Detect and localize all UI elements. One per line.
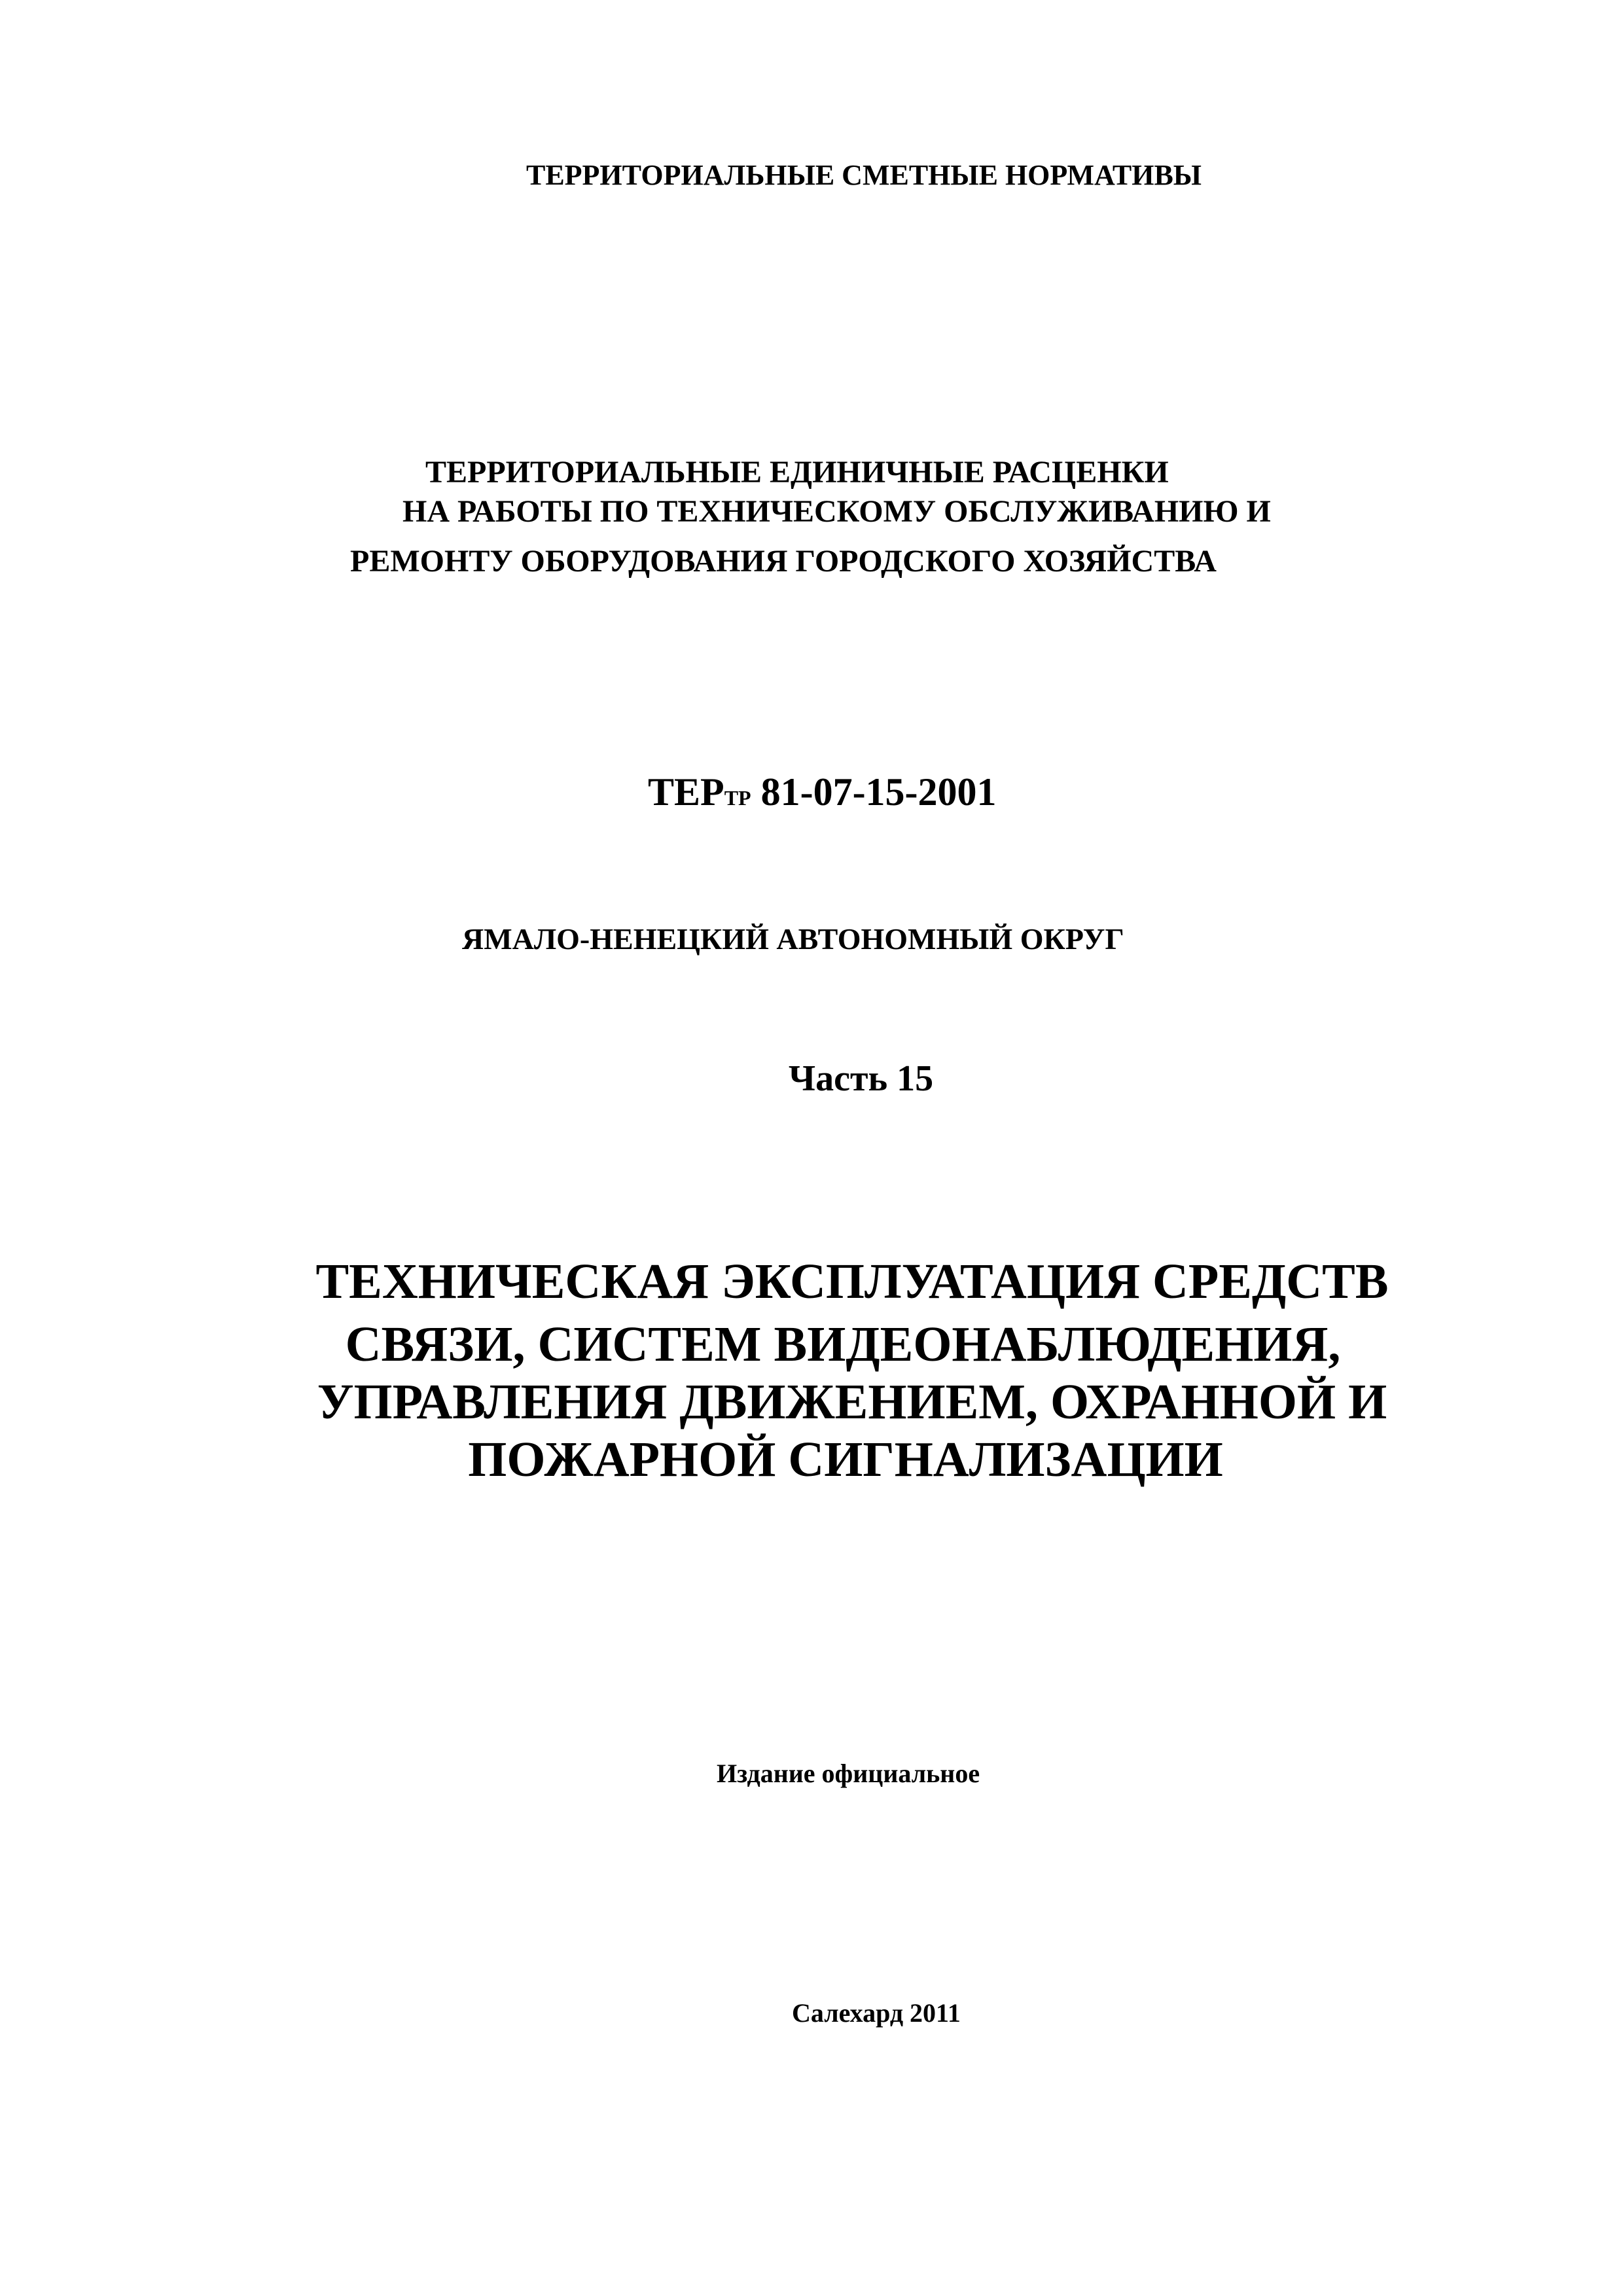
code-subscript: ТР — [724, 786, 751, 810]
code-number: 81-07-15-2001 — [751, 770, 997, 814]
edition-note: Издание официальное — [717, 1759, 980, 1788]
subtitle-line-1: ТЕРРИТОРИАЛЬНЫЕ ЕДИНИЧНЫЕ РАСЦЕНКИ — [425, 455, 1169, 490]
code-prefix: ТЕР — [648, 770, 724, 814]
title-line-4: ПОЖАРНОЙ СИГНАЛИЗАЦИИ — [468, 1432, 1223, 1487]
place-year: Салехард 2011 — [792, 1998, 961, 2028]
title-line-2: СВЯЗИ, СИСТЕМ ВИДЕОНАБЛЮДЕНИЯ, — [345, 1317, 1341, 1372]
title-line-1: ТЕХНИЧЕСКАЯ ЭКСПЛУАТАЦИЯ СРЕДСТВ — [315, 1254, 1389, 1309]
subtitle-line-2: НА РАБОТЫ ПО ТЕХНИЧЕСКОМУ ОБСЛУЖИВАНИЮ И — [402, 494, 1271, 529]
region-name: ЯМАЛО-НЕНЕЦКИЙ АВТОНОМНЫЙ ОКРУГ — [462, 922, 1124, 956]
title-line-3: УПРАВЛЕНИЯ ДВИЖЕНИЕМ, ОХРАННОЙ И — [317, 1374, 1387, 1429]
document-code — [648, 772, 997, 812]
part-number: Часть 15 — [789, 1058, 934, 1099]
subtitle-line-3: РЕМОНТУ ОБОРУДОВАНИЯ ГОРОДСКОГО ХОЗЯЙСТВА — [350, 544, 1217, 579]
document-header: ТЕРРИТОРИАЛЬНЫЕ СМЕТНЫЕ НОРМАТИВЫ — [526, 159, 1202, 191]
